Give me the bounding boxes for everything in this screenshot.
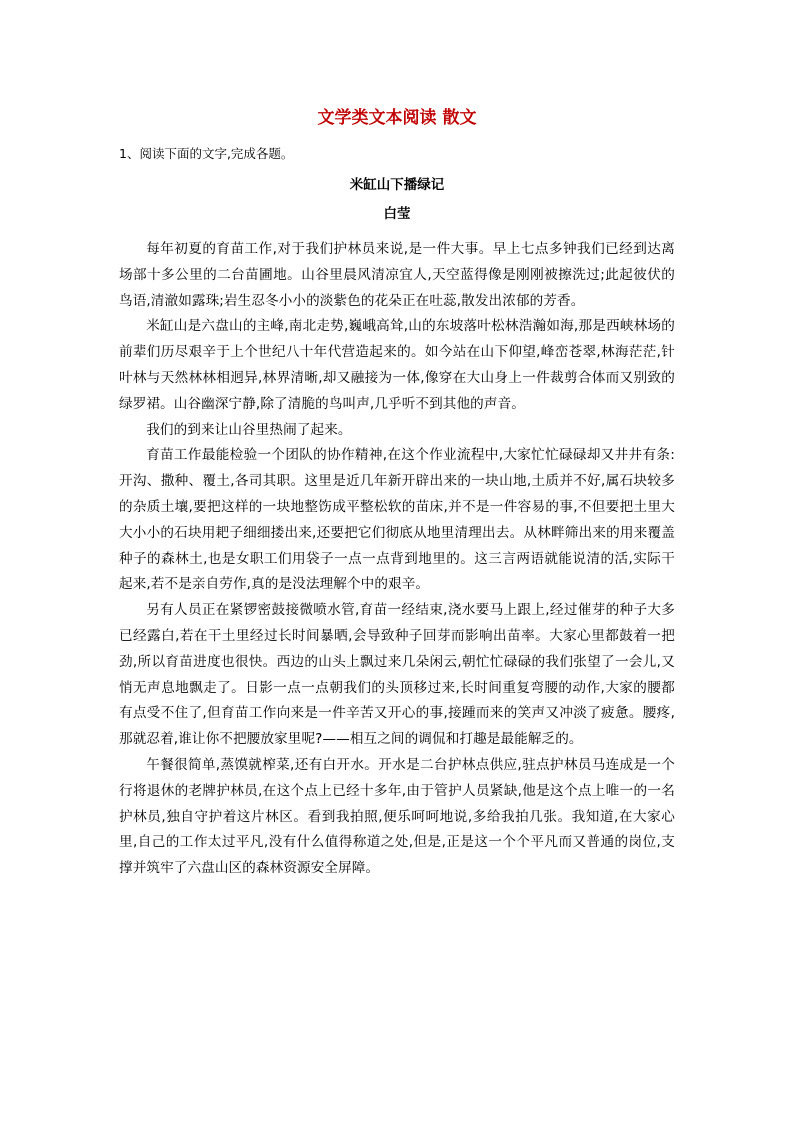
question-prompt: 1、阅读下面的文字,完成各题。 [119, 146, 294, 161]
essay-author: 白莹 [383, 206, 411, 222]
paragraph-4: 育苗工作最能检验一个团队的协作精神,在这个作业流程中,大家忙忙碌碌却又井井有条:开沟、撒种、覆土,各司其职。这里是近几年新开辟出来的一块山地,土质并不好,属石块较多的杂质土壤,要把这样的一块地整饬成平整松软的苗床,并不是一件容易的事,不但要把土里大大小小的石块用耙子细细搂出来,还要把它们彻底从地里清理出去。从林畔筛出来的用来覆盖种子的森林土,也是女职工们用袋子一点一点背到地里的。这三言两语就能说清的活,实际干起来,若不是亲自劳作,真的是没法理解个中的艰辛。 [119, 447, 675, 593]
essay-body [119, 237, 675, 882]
document-title: 文学类文本阅读 散文 [317, 108, 477, 128]
paragraph-2: 米缸山是六盘山的主峰,南北走势,巍峨高耸,山的东坡落叶松林浩瀚如海,那是西峡林场的前辈们历尽艰辛于上个世纪八十年代营造起来的。如今站在山下仰望,峰峦苍翠,林海茫茫,针叶林与天然林林相迥异,林界清晰,却又融接为一体,像穿在大山身上一件裁剪合体而又别致的绿罗裙。山谷幽深宁静,除了清脆的鸟叫声,几乎听不到其他的声音。 [119, 318, 675, 412]
paragraph-1: 每年初夏的育苗工作,对于我们护林员来说,是一件大事。早上七点多钟我们已经到达离场部十多公里的二台苗圃地。山谷里晨风清凉宜人,天空蓝得像是刚刚被擦洗过;此起彼伏的鸟语,清澈如露珠;岩生忍冬小小的淡紫色的花朵正在吐蕊,散发出浓郁的芳香。 [119, 241, 675, 309]
paragraph-6: 午餐很简单,蒸馍就榨菜,还有白开水。开水是二台护林点供应,驻点护林员马连成是一个行将退休的老牌护林员,在这个点上已经十多年,由于管护人员紧缺,他是这个点上唯一的一名护林员,独自守护着这片林区。看到我拍照,便乐呵呵地说,多给我拍几张。我知道,在大家心里,自己的工作太过平凡,没有什么值得称道之处,但是,正是这一个个平凡而又普通的岗位,支撑并筑牢了六盘山区的森林资源安全屏障。 [119, 756, 675, 877]
paragraph-3: 我们的到来让山谷里热闹了起来。 [146, 421, 352, 438]
paragraph-5: 另有人员正在紧锣密鼓接微喷水管,育苗一经结束,浇水要马上跟上,经过催芽的种子大多已经露白,若在干土里经过长时间暴晒,会导致种子回芽而影响出苗率。大家心里都鼓着一把劲,所以育苗进度也很快。西边的山头上飘过来几朵闲云,朝忙忙碌碌的我们张望了一会儿,又悄无声息地飘走了。日影一点一点朝我们的头顶移过来,长时间重复弯腰的动作,大家的腰都有点受不住了,但育苗工作向来是一件辛苦又开心的事,接踵而来的笑声又冲淡了疲惫。腰疼,那就忍着,谁让你不把腰放家里呢?——相互之间的调侃和打趣是最能解乏的。 [119, 602, 675, 748]
essay-title: 米缸山下播绿记 [349, 177, 445, 193]
